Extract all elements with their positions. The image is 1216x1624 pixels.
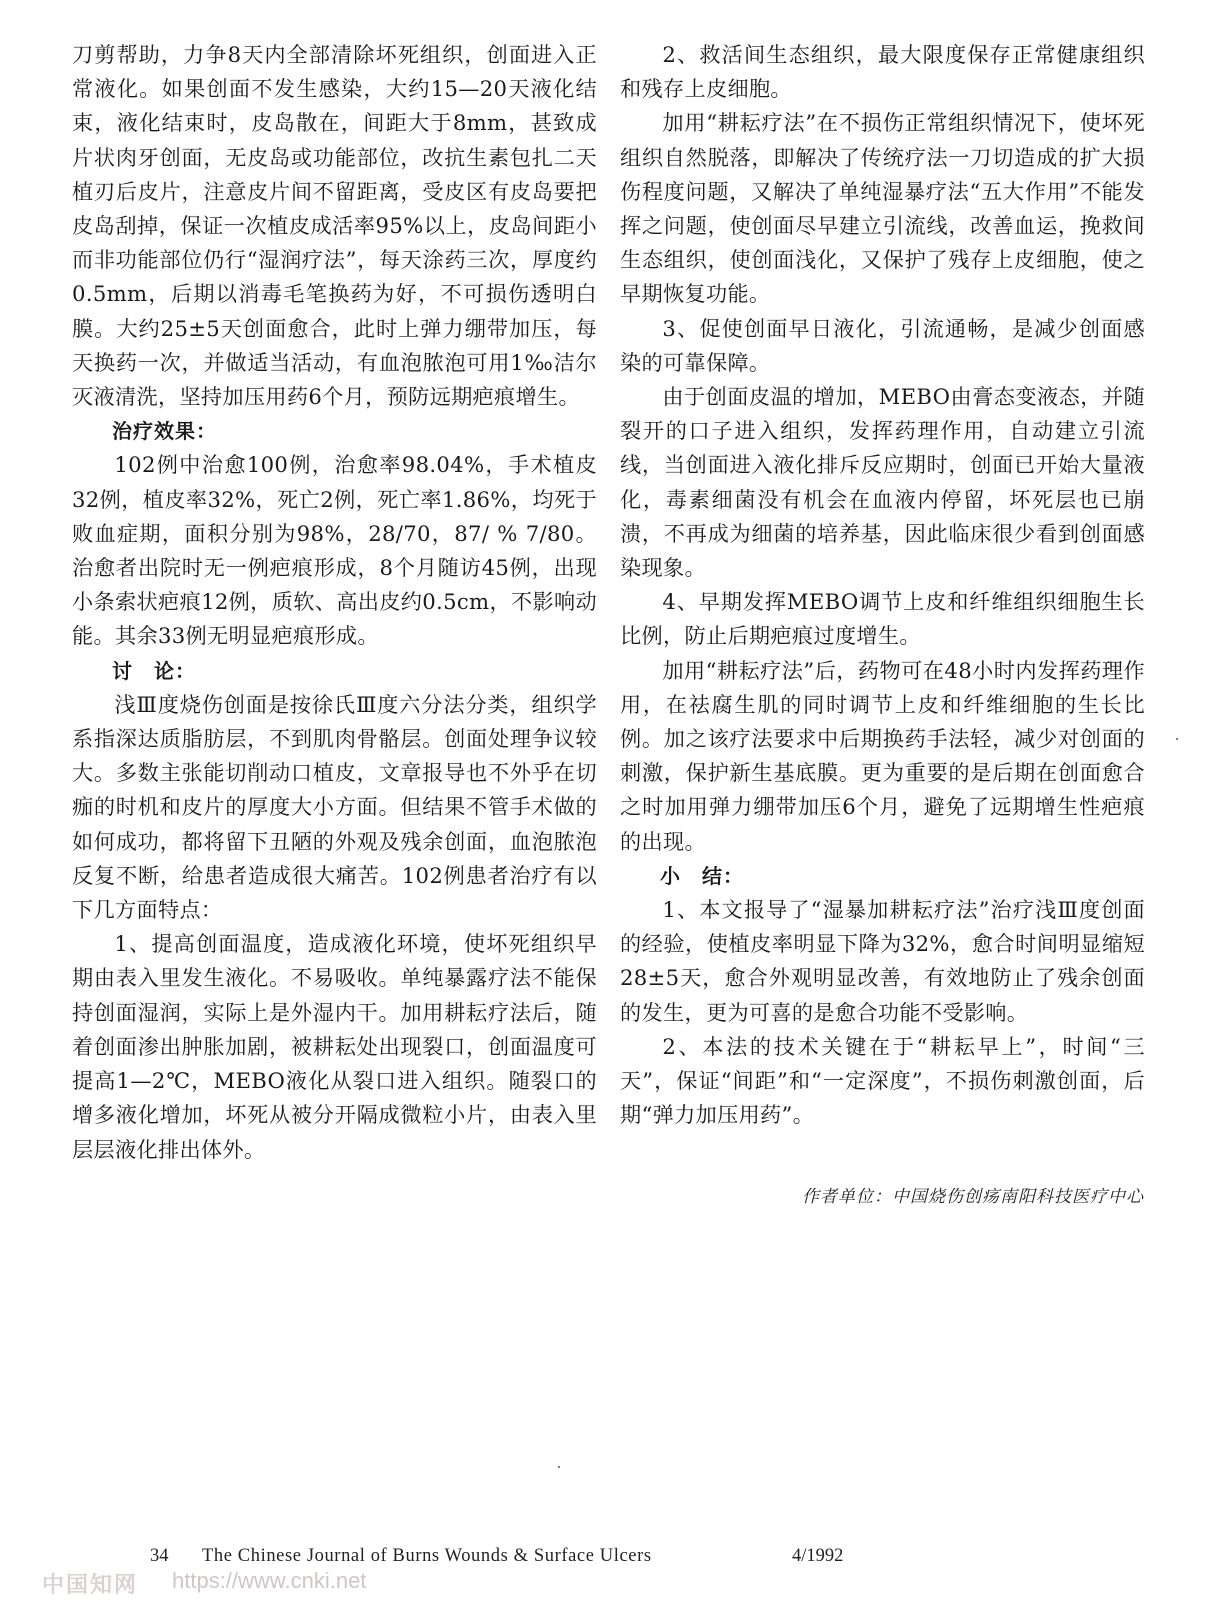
author-affiliation: 作者单位：中国烧伤创疡南阳科技医疗中心 bbox=[802, 1187, 1144, 1207]
watermark-url: https://www.cnki.net bbox=[172, 1568, 367, 1593]
paragraph: 浅Ⅲ度烧伤创面是按徐氏Ⅲ度六分法分类，组织学系指深达质脂肪层，不到肌肉骨骼层。创面处理争议较大。多数主张能切削动口植皮，文章报导也不外乎在切痂的时机和皮片的厚度大小方面。但结果不管手术做的如何成功，都将留下丑陋的外观及残余创面，血泡脓泡反复不断，给患者造成很大痛苦。102例患者治疗有以下几方面特点： bbox=[72, 691, 597, 923]
paragraph: 2、救活间生态组织，最大限度保存正常健康组织和残存上皮细胞。 bbox=[620, 42, 1145, 102]
paragraph: 102例中治愈100例，治愈率98.04%，手术植皮32例，植皮率32%，死亡2例，死亡率1.86%，均死于败血症期，面积分别为98%，28/70，87/ % 7/80。治愈者出院时无一例疤痕形成，8个月随访45例，出现小条索状疤痕12例，质软、高出皮约0.5cm，不影响动能。其余33例无明显疤痕形成。 bbox=[72, 452, 597, 649]
paragraph: 2、本法的技术关键在于“耕耘早上”，时间“三天”，保证“间距”和“一定深度”，不损伤刺激创面，后期“弹力加压用药”。 bbox=[620, 1033, 1145, 1128]
page-number: 34 bbox=[150, 1546, 169, 1566]
cnki-logo: 中国知网 bbox=[42, 1572, 139, 1597]
paragraph: 1、提高创面温度，造成液化环境，使坏死组织早期由表入里发生液化。不易吸收。单纯暴露疗法不能保持创面湿润，实际上是外湿内干。加用耕耘疗法后，随着创面渗出肿胀加剧，被耕耘处出现裂口，创面温度可提高1—2℃，MEBO液化从裂口进入组织。随裂口的增多液化增加，坏死从被分开隔成微粒小片，由表入里层层液化排出体外。 bbox=[72, 931, 597, 1162]
right-column bbox=[620, 38, 1145, 1133]
section-heading-summary: 小 结： bbox=[660, 863, 744, 888]
paragraph: 3、促使创面早日液化，引流通畅，是减少创面感染的可靠保障。 bbox=[620, 315, 1145, 375]
left-column bbox=[72, 38, 597, 1167]
paragraph: 由于创面皮温的增加，MEBO由膏态变液态，并随裂开的口子进入组织，发挥药理作用，自动建立引流线，当创面进入液化排斥反应期时，创面已开始大量液化，毒素细菌没有机会在血液内停留，坏死层也已崩溃，不再成为细菌的培养基，因此临床很少看到创面感染现象。 bbox=[620, 384, 1145, 581]
section-heading-discussion: 讨 论： bbox=[112, 658, 196, 683]
paragraph: 加用“耕耘疗法”后，药物可在48小时内发挥药理作用，在祛腐生肌的同时调节上皮和纤维细胞的生长比例。加之该疗法要求中后期换药手法轻，减少对创面的刺激，保护新生基底膜。更为重要的是后期在创面愈合之时加用弹力绷带加压6个月，避免了远期增生性疤痕的出现。 bbox=[620, 657, 1145, 854]
paragraph: 加用“耕耘疗法”在不损伤正常组织情况下，使坏死组织自然脱落，即解决了传统疗法一刀切造成的扩大损伤程度问题，又解决了单纯湿暴疗法“五大作用”不能发挥之问题，使创面尽早建立引流线，改善血运，挽救间生态组织，使创面浅化，又保护了残存上皮细胞，使之早期恢复功能。 bbox=[620, 110, 1145, 307]
issue-number: 4/1992 bbox=[792, 1546, 844, 1566]
paragraph: 1、本文报导了“湿暴加耕耘疗法”治疗浅Ⅲ度创面的经验，使植皮率明显下降为32%，愈合时间明显缩短28±5天，愈合外观明显改善，有效地防止了残余创面的发生，更为可喜的是愈合功能不受影响。 bbox=[620, 897, 1145, 1025]
paragraph: 刀剪帮助，力争8天内全部清除坏死组织，创面进入正常液化。如果创面不发生感染，大约15—20天液化结束，液化结束时，皮岛散在，间距大于8mm，甚致成片状肉牙创面，无皮岛或功能部位，改抗生素包扎二天植刃后皮片，注意皮片间不留距离，受皮区有皮岛要把皮岛刮掉，保证一次植皮成活率95%以上，皮岛间距小而非功能部位仍行“湿润疗法”，每天涂药三次，厚度约0.5mm，后期以消毒毛笔换药为好，不可损伤透明白膜。大约25±5天创面愈合，此时上弹力绷带加压，每天换药一次，并做适当活动，有血泡脓泡可用1‰洁尔灭液清洗，坚持加压用药6个月，预防远期疤痕增生。 bbox=[72, 42, 597, 410]
scan-speck bbox=[1176, 738, 1178, 740]
scan-speck bbox=[558, 1466, 560, 1468]
paragraph: 4、早期发挥MEBO调节上皮和纤维组织细胞生长比例，防止后期疤痕过度增生。 bbox=[620, 589, 1145, 649]
journal-name: The Chinese Journal of Burns Wounds & Surface Ulcers bbox=[202, 1546, 652, 1566]
section-heading-results: 治疗效果： bbox=[112, 419, 217, 444]
